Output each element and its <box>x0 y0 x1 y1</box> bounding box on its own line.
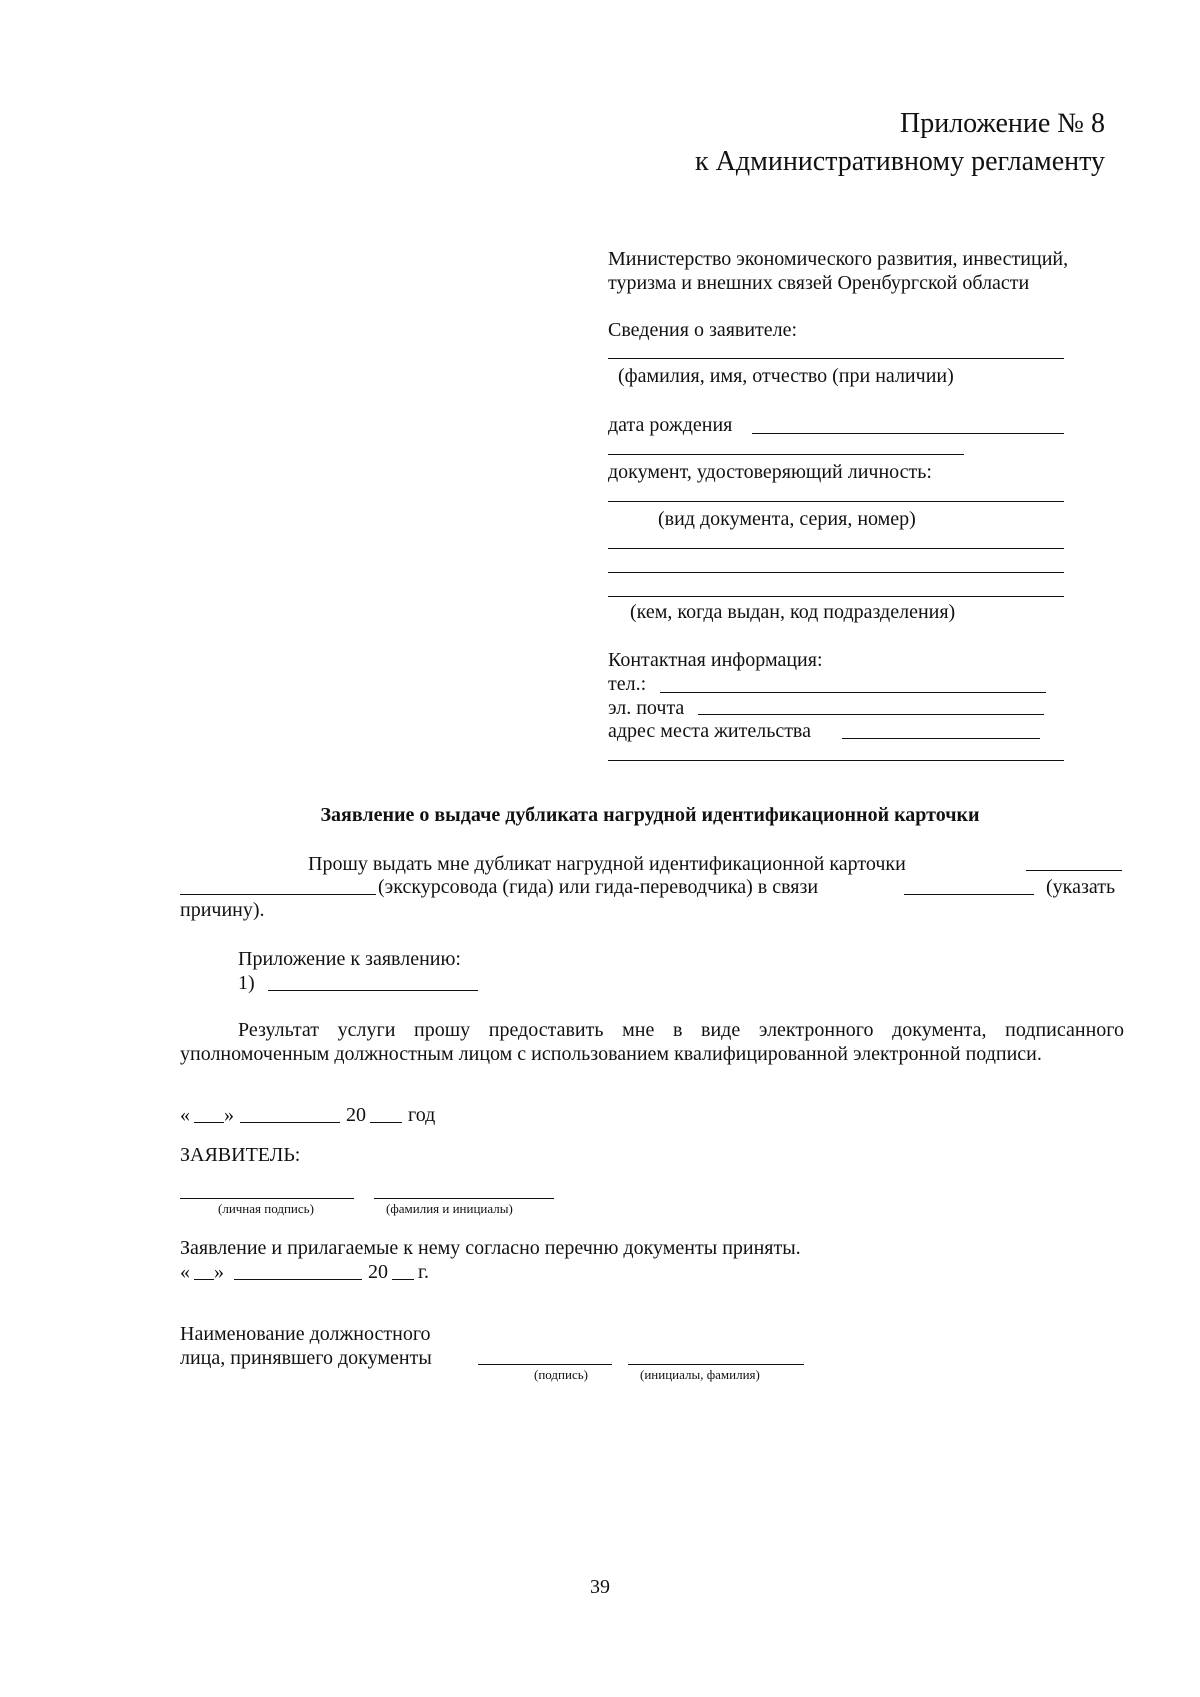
attachment-item-number: 1) <box>238 972 255 994</box>
fio-field-line[interactable] <box>608 358 1064 359</box>
reason-field-line[interactable] <box>904 894 1034 895</box>
regulation-subtitle: к Административному регламенту <box>695 146 1105 177</box>
email-label: эл. почта <box>608 697 685 719</box>
issued-field-line-3[interactable] <box>608 596 1064 597</box>
accepted-year-suffix: г. <box>418 1261 429 1283</box>
applicant-name-caption: (фамилия и инициалы) <box>386 1201 513 1216</box>
card-type-field-line[interactable] <box>180 894 376 895</box>
signature-line[interactable] <box>180 1198 354 1199</box>
request-line-3: причину). <box>180 899 265 921</box>
official-label-line-2: лица, принявшего документы <box>180 1347 432 1369</box>
contact-heading: Контактная информация: <box>608 649 823 671</box>
applicant-label: ЗАЯВИТЕЛЬ: <box>180 1144 301 1166</box>
issued-caption: (кем, когда выдан, код подразделения) <box>630 601 956 623</box>
doc-caption: (вид документа, серия, номер) <box>658 508 916 530</box>
result-paragraph: Результат услуги прошу предоставить мне в виде электронного документа, подписанного уполномоченным должностным лицом с использованием квалифицированной электронной подписи. <box>180 1019 1124 1065</box>
request-line-1: Прошу выдать мне дубликат нагрудной идентификационной карточки <box>308 853 906 875</box>
request-reason-hint: (указать <box>1046 876 1116 898</box>
official-sign-line[interactable] <box>478 1364 612 1365</box>
official-name-caption: (инициалы, фамилия) <box>640 1367 760 1382</box>
fio-caption: (фамилия, имя, отчество (при наличии) <box>618 365 954 387</box>
attachment-field-line[interactable] <box>268 990 478 991</box>
date-year-suffix: год <box>408 1104 436 1126</box>
card-field-line[interactable] <box>1026 870 1122 871</box>
official-name-line[interactable] <box>628 1364 804 1365</box>
recipient-line-1: Министерство экономического развития, инвестиций, <box>608 248 1069 270</box>
official-sign-caption: (подпись) <box>534 1367 588 1382</box>
official-label-line-1: Наименование должностного <box>180 1323 431 1345</box>
accepted-date-open: « <box>180 1261 190 1283</box>
dob-extra-line[interactable] <box>608 454 964 455</box>
dob-field-line[interactable] <box>752 433 1064 434</box>
page-number: 39 <box>590 1576 610 1598</box>
address-field-line[interactable] <box>842 738 1040 739</box>
accepted-year-prefix: 20 <box>368 1261 388 1283</box>
applicant-heading: Сведения о заявителе: <box>608 319 798 341</box>
date-year-prefix: 20 <box>346 1104 366 1126</box>
issued-field-line-1[interactable] <box>608 548 1064 549</box>
date-year-line[interactable] <box>370 1122 402 1123</box>
date-month-line[interactable] <box>240 1122 340 1123</box>
accepted-text: Заявление и прилагаемые к нему согласно перечню документы приняты. <box>180 1237 801 1259</box>
recipient-line-2: туризма и внешних связей Оренбургской области <box>608 272 1030 294</box>
appendix-title: Приложение № 8 <box>900 108 1105 139</box>
accepted-month-line[interactable] <box>234 1279 362 1280</box>
applicant-name-line[interactable] <box>374 1198 554 1199</box>
accepted-date-close: » <box>214 1261 224 1283</box>
id-doc-label: документ, удостоверяющий личность: <box>608 461 932 483</box>
issued-field-line-2[interactable] <box>608 572 1064 573</box>
address-extra-line[interactable] <box>608 760 1064 761</box>
doc-field-line[interactable] <box>608 501 1064 502</box>
phone-label: тел.: <box>608 673 647 695</box>
address-label: адрес места жительства <box>608 720 811 742</box>
dob-label: дата рождения <box>608 414 733 436</box>
email-field-line[interactable] <box>698 714 1044 715</box>
date-close-quote: » <box>224 1104 234 1126</box>
accepted-day-line[interactable] <box>194 1279 214 1280</box>
request-line-2: (экскурсовода (гида) или гида-переводчика) в связи <box>378 876 819 898</box>
date-open-quote: « <box>180 1104 190 1126</box>
signature-caption: (личная подпись) <box>218 1201 314 1216</box>
statement-title: Заявление о выдаче дубликата нагрудной идентификационной карточки <box>320 804 980 826</box>
phone-field-line[interactable] <box>660 692 1046 693</box>
attachment-heading: Приложение к заявлению: <box>238 948 461 970</box>
accepted-year-line[interactable] <box>392 1279 414 1280</box>
date-day-line[interactable] <box>194 1122 224 1123</box>
